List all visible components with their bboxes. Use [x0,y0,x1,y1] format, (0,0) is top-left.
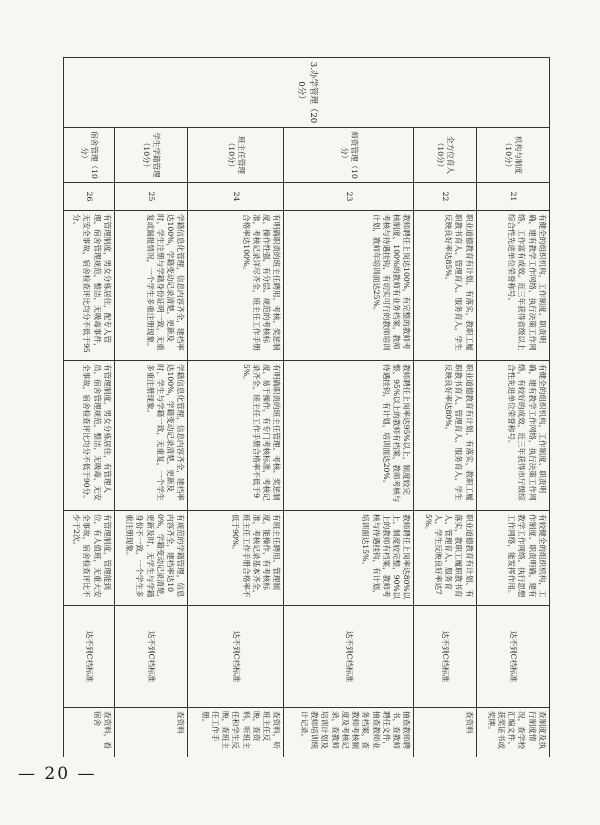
criteria-c-cell: 有班主任聘用、管理制度，能操作，有考核标准，考核记录基本齐全，班主任工作手册合格率不低于90%。 [188,511,284,606]
number-cell: 21 [476,183,549,211]
item-cell: 学生学籍管理（10分） [114,128,187,183]
criteria-a-cell: 有健全的组织机构，工作制度、职责明确，建有教学工作网络，执行决策工作网络，工作富有成效。近三年获得省级以上综合性先进单位荣誉称号。 [476,211,549,361]
table-row [188,58,284,758]
evaluation-table [63,57,550,757]
page-number-dash-right: — [77,764,97,784]
item-cell: 班主任管理（10分） [188,128,284,183]
criteria-d-cell: 达不到C档标准 [188,606,284,708]
method-cell: 查资料，看宿舍 [64,708,115,758]
number-cell: 25 [114,183,187,211]
method-cell: 查资料 [114,708,187,758]
page-number-dash-left: — [18,764,37,784]
criteria-d-cell: 达不到C档标准 [414,606,476,708]
item-cell: 宿舍管理（10分） [64,128,115,183]
criteria-a-cell: 有明确职责的班主任聘用、考核、奖惩制度，操作性强，有分层、规范的考核标准，考核记录详尽齐全，班主任工作手册合格率达100%。 [188,211,284,361]
method-cell: 查资料，听班主任反映，查资料，听班主任和学生反映，查班主任工作手册。 [188,708,284,758]
number-cell: 23 [284,183,414,211]
category-cell: 3.办学管理（200分） [64,58,550,128]
criteria-d-cell: 达不到C档标准 [476,606,549,708]
page-number-value: 20 [44,764,71,784]
criteria-c-cell: 教师聘任上岗率达80%以上，制度较完整，90%以上的教师有档案，教师考核与待遇挂钩，有计划，培训面达15%。 [284,511,414,606]
criteria-b-cell: 教师聘任上岗率达95%以上，制度较完整，95%以上的教师有档案，教师考核与待遇挂钩，有计划，培训面达20%。 [284,361,414,511]
number-cell: 22 [414,183,476,211]
criteria-a-cell: 教师聘任上岗达100%，有完整的教师考核制度，100%的教师有业务档案，教师考核与待遇挂钩，有切实可行的教师培训计划，教师年培训面达25%。 [284,211,414,361]
method-cell: 查资料 [414,708,476,758]
criteria-b-cell: 有健全的组织机构，工作制度、职责明确，建有教学工作网络，执行决策工作网络，有较好的成效，近三年获得市厅级综合性先进单位荣誉称号。 [476,361,549,511]
criteria-a-cell: 有管理制度，男女分栋居住，配专人管理，宿舍管理规范，整洁，无吸毒事件，无安全事故，宿舍检查评比均分不低于95分。 [64,211,115,361]
criteria-b-cell: 学籍信息化管理，信息内容齐全，建档率达100%，学籍变动记录清楚，更新及时，学生与学籍一致，无重复，一个学生多重注册现象。 [114,361,187,511]
criteria-c-cell: 职业道德教育有计划、有落实，教职工履职教书育人、管理育人、服务育人，学生反映良好率达75%。 [414,511,476,606]
criteria-b-cell: 有明确职责的班主任管理、考核、奖惩制度，易于操作，有专门考核标准，考核记录齐全，班主任工作手册合格率不低于95%。 [188,361,284,511]
criteria-a-cell: 学籍信息化管理，信息内容齐全，建档率达100%，学籍变动记录清楚，更新及时，学生注册与学籍身份证明一致，无重复或漏报情况，一个学生多重注册现象。 [114,211,187,361]
table-row [114,58,187,758]
page-number [18,764,138,784]
table-row [476,58,549,758]
criteria-b-cell: 有管理制度，男女分栋居住，有管理人员，宿舍管理规范，整洁，无吸毒，无安全事故，宿舍检查评比均分不低于90分。 [64,361,115,511]
item-cell: 机构与制度（10分） [476,128,549,183]
item-cell: 师资管理（10分） [284,128,414,183]
criteria-c-cell: 有较健全的组织机构，工作制度、职责明确，建有教学工作网络、执行思想工作网络，能发挥作用。 [476,511,549,606]
criteria-c-cell: 有管理制度，管理能到位，有人值班，无重大安全事故，宿舍检查评比不少于2次。 [64,511,115,606]
method-cell: 查制度及执行制度情况，查学校汇编文件、获奖证书或奖牌。 [476,708,549,758]
table-row [414,58,476,758]
criteria-d-cell: 达不到C档标准 [64,606,115,708]
method-cell: 抽查教师聘书，查教师聘任文件，抽查教师业务档案，查教师考核制度及考核记录，查教师培训计划及教师培训统计记录。 [284,708,414,758]
table-row [284,58,414,758]
criteria-a-cell: 职业道德教育有计划、有落实，教职工履职教书育人、管理育人、服务育人，学生反映良好率达85%。 [414,211,476,361]
criteria-b-cell: 职业道德教育有计划、有落实，教职工履职教书育人、管理育人、服务育人，学生反映良好率达80%。 [414,361,476,511]
criteria-d-cell: 达不到C档标准 [284,606,414,708]
rotated-table-inner [63,57,550,757]
criteria-c-cell: 有规范的学籍管理，信息内容齐全，建档率达100%，学籍变动记录清楚，更新及时，无学生与学籍身份不一致，一个学生多重注册现象。 [114,511,187,606]
item-cell: 全方位育人（10分） [414,128,476,183]
table-row [64,58,115,758]
number-cell: 24 [188,183,284,211]
rotated-table-wrapper [63,57,550,757]
number-cell: 26 [64,183,115,211]
criteria-d-cell: 达不到C档标准 [114,606,187,708]
